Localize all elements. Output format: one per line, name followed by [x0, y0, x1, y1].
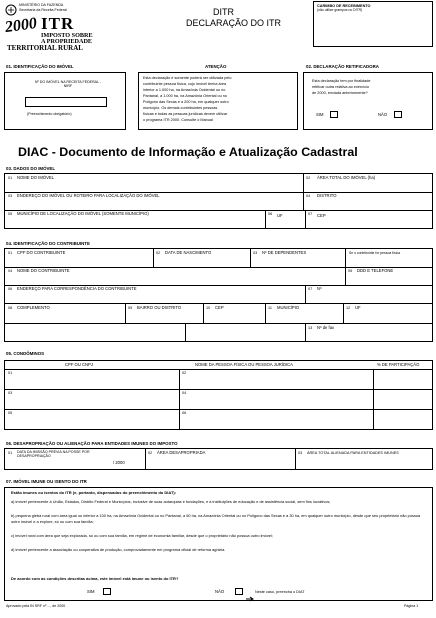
coowner-row-1: 01 [8, 371, 13, 375]
attention-box [138, 72, 298, 130]
logo [3, 3, 111, 51]
mail-municipality-input[interactable] [269, 312, 339, 321]
coowner-name-input-1[interactable] [191, 375, 369, 385]
sec03-f04-label: DISTRITO [317, 193, 337, 198]
sec02-no-checkbox[interactable] [394, 111, 402, 118]
expropriated-area-input[interactable] [149, 458, 291, 467]
sec07-intro: Estão imunes ou isentos do ITR (e, portanto, dispensados do preenchimento do DIAT): [11, 490, 177, 495]
cep-input[interactable] [309, 218, 429, 227]
agency-name: Secretaria da Receita Federal [19, 8, 67, 12]
property-name-input[interactable] [9, 182, 299, 191]
complement-input[interactable] [9, 312, 121, 321]
sec07-no-note: Neste caso, preencha o DIAT [255, 590, 305, 594]
sec07-question: De acordo com as condições descritas acima, este imóvel está imune ou isento do ITR? [11, 576, 179, 581]
sec05-box [4, 360, 433, 430]
nirf-label: Nº DO IMÓVEL NA RECEITA FEDERAL - NIRF [34, 80, 102, 88]
sec04-f09-label: BAIRRO OU DISTRITO [137, 305, 182, 310]
logo-year: 2000 [3, 14, 38, 37]
sec04-f01-label: CPF DO CONTRIBUINTE [17, 250, 66, 255]
cpf-input[interactable] [9, 257, 149, 266]
attention-line-3: inferior a 1.000 ha, na Amazônia Ocidental ou no [143, 88, 226, 92]
sec07-item-a: a) imóvel pertencente à União, Estados, Distrito Federal e Municípios, inclusive de suas autarquias e fundações, e a instituições de educação e de assistência social, sem fins lucrativos; [11, 499, 331, 504]
sec02-no-label: NÃO [378, 112, 388, 117]
sec05-col2: NOME DA PESSOA FÍSICA OU PESSOA JURÍDICA [195, 362, 293, 367]
fax-input[interactable] [309, 331, 429, 340]
sec07-item-d: d) imóvel pertencente a associação ou cooperativa de produção, comprovadamente em programa oficial de reforma agrária. [11, 547, 226, 552]
coowner-row-2: 02 [182, 371, 187, 375]
sec01-box [4, 72, 126, 130]
logo-line2: A PROPRIEDADE [41, 38, 93, 45]
sec06-title: 06. DESAPROPRIAÇÃO OU ALIENAÇÃO PARA ENTIDADES IMUNES DO IMPOSTO [6, 441, 178, 446]
attention-line-6: município. Os demais contribuintes pessoas [143, 106, 218, 110]
logo-line3: TERRITORIAL RURAL [7, 44, 83, 52]
district-input[interactable] [307, 200, 427, 209]
sec02-box [303, 72, 433, 130]
sec07-item-c: c) imóvel rural com área que seja explorada, só ou com sua família, em regime de economia familiar, desde que o proprietário não possua outro imóvel; [11, 533, 273, 538]
total-area-input[interactable] [307, 182, 427, 191]
sec04-box: 01 CPF DO CONTRIBUINTE 02 DATA DE NASCIMENTO 03 Nº DE DEPENDENTES Se o contribuinte for pessoa física 04 NOME DO CONTRIBUINTE 05 DDD E TELEFONE 06 ENDEREÇO PARA CORRESPONDÊNCIA DO CONTRIBUINTE 07 Nº 08 COMPLEMENTO 09 BAIRRO OU DISTRITO 10 CEP 11 MUNICÍPIO 12 UF 13 Nº de fax [4, 248, 433, 342]
sec04-f06-label: ENDEREÇO PARA CORRESPONDÊNCIA DO CONTRIBUINTE [17, 286, 137, 291]
sec07-yes-label: SIM [87, 589, 95, 594]
ministry-name: MINISTÉRIO DA FAZENDA [19, 3, 64, 7]
sec06-f02-label: ÁREA DESAPROPRIADA [157, 450, 206, 455]
sec02-title: 02. DECLARAÇÃO RETIFICADORA [306, 64, 379, 69]
property-address-input[interactable] [9, 200, 299, 209]
sec04-f04-label: NOME DO CONTRIBUINTE [17, 268, 70, 273]
attention-line-2: contribuinte pessoa física, cujo imóvel tenha área [143, 82, 227, 86]
mail-address-input[interactable] [9, 293, 301, 302]
sec07-no-checkbox[interactable] [235, 588, 243, 595]
form-code: DITR [213, 7, 234, 17]
sec01-title: 01. IDENTIFICAÇÃO DO IMÓVEL [6, 64, 74, 69]
sec05-title: 05. CONDÔMINOS [6, 351, 45, 356]
form-title: DECLARAÇÃO DO ITR [186, 18, 282, 28]
imission-date-input[interactable] [85, 459, 111, 467]
sec04-f12-label: UF [355, 305, 361, 310]
receipt-sub: (não utilize grampos no DITR) [317, 8, 363, 12]
sec05-col3: % DE PARTICIPAÇÃO [377, 362, 420, 367]
alienated-area-input[interactable] [299, 458, 429, 467]
municipality-input[interactable] [9, 218, 259, 227]
attention-line-7: físicas e todas as pessoas jurídicas devem utilizar [143, 112, 228, 116]
attention-line-1: Esta declaração é somente poderá ser utilizada pelo [143, 76, 232, 80]
sec07-title: 07. IMÓVEL IMUNE OU ISENTO DO ITR [6, 479, 87, 484]
sec04-f10-label: CEP [215, 305, 224, 310]
attention-line-5: Polígono das Secas e a 200 ha, em qualquer outro [143, 100, 229, 104]
coowner-share-input-1[interactable] [377, 375, 429, 385]
sec03-f03-label: ENDEREÇO DO IMÓVEL OU ROTEIRO PARA LOCALIZAÇÃO DO IMÓVEL [17, 193, 160, 198]
nirf-dv-label: (Preenchimento obrigatório) [27, 112, 72, 116]
sec05-col1: CPF OU CNPJ [65, 362, 93, 367]
sec06-f01-label: DATA DA IMISSÃO PRÉVIA NA POSSE POR DESAPROPRIAÇÃO [17, 450, 90, 458]
sec07-box [4, 487, 433, 601]
sec07-item-b: b) pequena gleba rural com área igual ou inferior a 100 ha, na Amazônia Ocidental ou no Pantanal, a 50 ha, na Amazônia Oriental ou no Polígono das Secas e a 30 ha, em qualquer outro município, desde que seu proprietário não possua outro imóvel e a explore, só ou com sua família; [11, 513, 421, 524]
attention-line-8: o programa ITR 2000. Consulte o Manual [143, 118, 213, 122]
address-number-input[interactable] [309, 293, 429, 302]
sec03-f05-label: MUNICÍPIO DE LOCALIZAÇÃO DO IMÓVEL (SOMENTE MUNICÍPIO) [17, 211, 149, 216]
sec03-f06-label: UF [277, 213, 283, 218]
sec03-title: 03. DADOS DO IMÓVEL [6, 166, 56, 171]
sec04-f13-label: Nº de fax [317, 325, 335, 330]
birth-date-input[interactable] [157, 257, 247, 266]
uf-input[interactable] [269, 218, 301, 227]
sec04-side-note: Se o contribuinte for pessoa física [349, 251, 401, 255]
sec04-title: 04. IDENTIFICAÇÃO DO CONTRIBUINTE [6, 241, 90, 246]
sec04-f02-label: DATA DE NASCIMENTO [165, 250, 212, 255]
sec02-yes-label: SIM [316, 112, 324, 117]
coat-of-arms-icon [5, 3, 17, 15]
sec03-f01-label: NOME DO IMÓVEL [17, 175, 54, 180]
sec04-f08-label: COMPLEMENTO [17, 305, 50, 310]
sec02-question-3: de 2000, enviada anteriormente? [312, 91, 368, 95]
logo-acronym: ITR [41, 14, 75, 33]
sec02-question-1: Esta declaração tem por finalidade [312, 79, 371, 83]
mail-cep-input[interactable] [207, 312, 261, 321]
sec07-no-label: NÃO [215, 589, 225, 594]
footer-left: Aprovado pela IN SRF nº ..., de 2000 [6, 604, 66, 608]
coowner-row-4: 04 [182, 391, 187, 395]
sec07-yes-checkbox[interactable] [103, 588, 111, 595]
sec03-f02-label: ÁREA TOTAL DO IMÓVEL (ha) [317, 175, 376, 180]
taxpayer-name-input[interactable] [9, 275, 341, 284]
neighborhood-input[interactable] [129, 312, 199, 321]
sec06-f03-label: ÁREA TOTAL ALIENADA PARA ENTIDADES IMUNES [307, 451, 399, 455]
mail-uf-input[interactable] [347, 312, 427, 321]
coowner-row-5: 05 [8, 411, 13, 415]
phone-input[interactable] [349, 275, 429, 284]
coowner-cpf-input-1[interactable] [19, 375, 175, 385]
footer-right: Página 1 [404, 604, 419, 608]
arrow-right-icon [246, 589, 254, 595]
dependents-input[interactable] [255, 257, 341, 266]
sec04-f05-label: DDD E TELEFONE [357, 268, 394, 273]
sec04-f11-label: MUNICÍPIO [277, 305, 300, 310]
sec03-f07-label: CEP [317, 213, 326, 218]
sec06-year-prefix: / 2000 [113, 460, 125, 465]
sec04-f07-label: Nº [317, 286, 322, 291]
receipt-label: CARIMBO DE RECEBIMENTO [317, 4, 371, 8]
nirf-input[interactable] [25, 97, 107, 107]
sec06-box: 01 DATA DA IMISSÃO PRÉVIA NA POSSE POR DESAPROPRIAÇÃO / 2000 02 ÁREA DESAPROPRIADA 03 ÁREA TOTAL ALIENADA PARA ENTIDADES IMUNES [4, 448, 433, 470]
coowner-row-3: 03 [8, 391, 13, 395]
diac-title: DIAC - Documento de Informação e Atualização Cadastral [18, 145, 358, 159]
sec04-f03-label: Nº DE DEPENDENTES [262, 250, 307, 255]
logo-line1: IMPOSTO SOBRE [41, 32, 93, 39]
sec03-box: NOME DO IMÓVEL ÁREA TOTAL DO IMÓVEL (ha) ENDEREÇO DO IMÓVEL OU ROTEIRO PARA LOCALIZAÇÃO DO IMÓVEL DISTRITO MUNICÍPIO DE LOCALIZAÇÃO DO IMÓVEL (SOMENTE MUNICÍPIO) UF CEP 01 02 03 04 05 06 07 [4, 173, 433, 229]
coowner-row-6: 06 [182, 411, 187, 415]
attention-line-4: Pantanal, a 1.000 ha, na Amazônia Oriental ou no [143, 94, 228, 98]
receipt-stamp-box [313, 1, 433, 47]
sec02-question-2: retificar outra relativa ao exercício [312, 85, 369, 89]
attention-title: ATENÇÃO [205, 64, 227, 69]
sec02-yes-checkbox[interactable] [330, 111, 338, 118]
